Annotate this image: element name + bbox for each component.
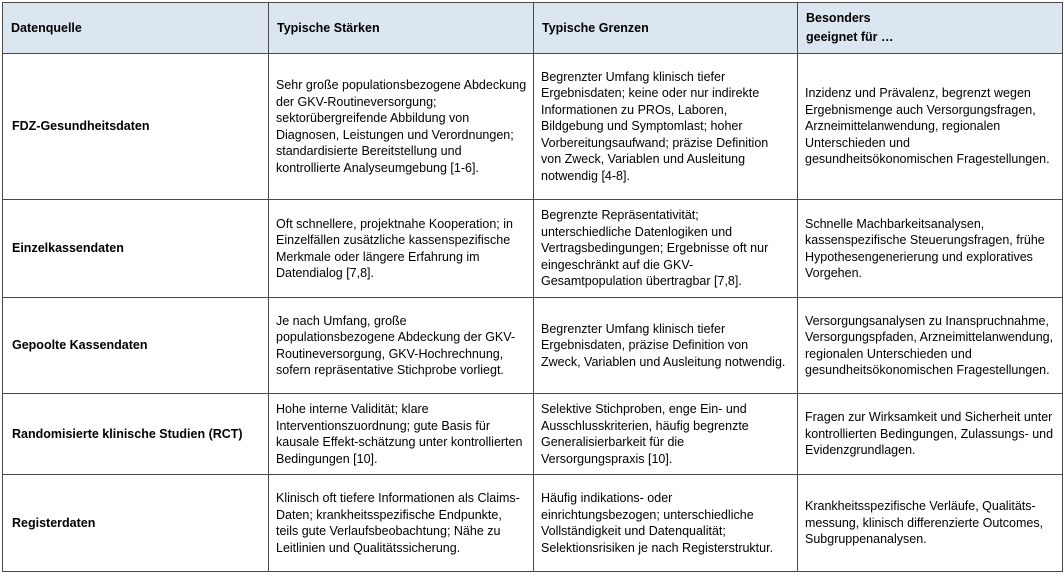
source-cell: Randomisierte klinische Studien (RCT) [3,394,269,475]
header-staerken: Typische Stärken [269,3,534,54]
suited-cell: Schnelle Machbarkeitsanalysen, kassenspezifische Steuerungsfragen, frühe Hypothesengenerierung und exploratives Vorgehen. [798,200,1063,298]
strengths-cell: Hohe interne Validität; klare Interventionszuordnung; gute Basis für kausale Effekt-schätzung unter kontrollierten Bedingungen [10]. [269,394,534,475]
limits-cell: Begrenzter Umfang klinisch tiefer Ergebnisdaten; keine oder nur indirekte Informationen zu PROs, Laboren, Bildgebung und Symptomlast; hoher Vorbereitungsaufwand; präzise Definition von Zweck, Variablen und Ausleitung notwendig [4-8]. [534,54,798,200]
source-cell: FDZ-Gesundheitsdaten [3,54,269,200]
strengths-cell: Oft schnellere, projektnahe Kooperation; in Einzelfällen zusätzliche kassenspezifische Merkmale oder längere Erfahrung im Datendialog [7,8]. [269,200,534,298]
table-row [3,54,1063,200]
suited-cell: Inzidenz und Prävalenz, begrenzt wegen Ergebnismenge auch Versorgungsfragen, Arzneimittelanwendung, regionalen Unterschieden und gesundheitsökonomischen Fragestellungen. [798,54,1063,200]
header-geeignet [798,3,1063,54]
header-grenzen: Typische Grenzen [534,3,798,54]
suited-cell: Versorgungsanalysen zu Inanspruchnahme, Versorgungspfaden, Arzneimittelanwendung, regionalen Unterschieden und gesundheitsökonomischen Fragestellungen. [798,298,1063,394]
header-geeignet-label: Besonders geeignet für … [806,11,894,44]
strengths-cell: Je nach Umfang, große populationsbezogene Abdeckung der GKV-Routineversorgung, GKV-Hochrechnung, sofern repräsentative Stichprobe vorliegt. [269,298,534,394]
table-row [3,394,1063,475]
strengths-cell: Sehr große populationsbezogene Abdeckung der GKV-Routineversorgung; sektorübergreifende Abbildung von Diagnosen, Leistungen und Verordnungen; standardisierte Bereitstellung und kontrollierte Analyseumgebung [1-6]. [269,54,534,200]
limits-cell: Häufig indikations- oder einrichtungsbezogen; unterschiedliche Vollständigkeit und Datenqualität; Selektionsrisiken je nach Registerstruktur. [534,475,798,572]
source-cell: Gepoolte Kassendaten [3,298,269,394]
suited-cell: Krankheitsspezifische Verläufe, Qualitäts-messung, klinisch differenzierte Outcomes, Subgruppenanalysen. [798,475,1063,572]
source-cell: Registerdaten [3,475,269,572]
source-cell: Einzelkassendaten [3,200,269,298]
header-row [3,3,1063,54]
strengths-cell: Klinisch oft tiefere Informationen als Claims-Daten; krankheitsspezifische Endpunkte, teils gute Verlaufsbeobachtung; Nähe zu Leitlinien und Qualitätssicherung. [269,475,534,572]
limits-cell: Selektive Stichproben, enge Ein- und Ausschlusskriterien, häufig begrenzte Generalisierbarkeit für die Versorgungspraxis [10]. [534,394,798,475]
limits-cell: Begrenzter Umfang klinisch tiefer Ergebnisdaten, präzise Definition von Zweck, Variablen und Ausleitung notwendig. [534,298,798,394]
table-row [3,475,1063,572]
header-datenquelle: Datenquelle [3,3,269,54]
table-row [3,298,1063,394]
comparison-table [2,2,1063,572]
limits-cell: Begrenzte Repräsentativität; unterschiedliche Datenlogiken und Vertragsbedingungen; Ergebnisse oft nur eingeschränkt auf die GKV-Gesamtpopulation übertragbar [7,8]. [534,200,798,298]
table-row [3,200,1063,298]
suited-cell: Fragen zur Wirksamkeit und Sicherheit unter kontrollierten Bedingungen, Zulassungs- und Evidenzgrundlagen. [798,394,1063,475]
